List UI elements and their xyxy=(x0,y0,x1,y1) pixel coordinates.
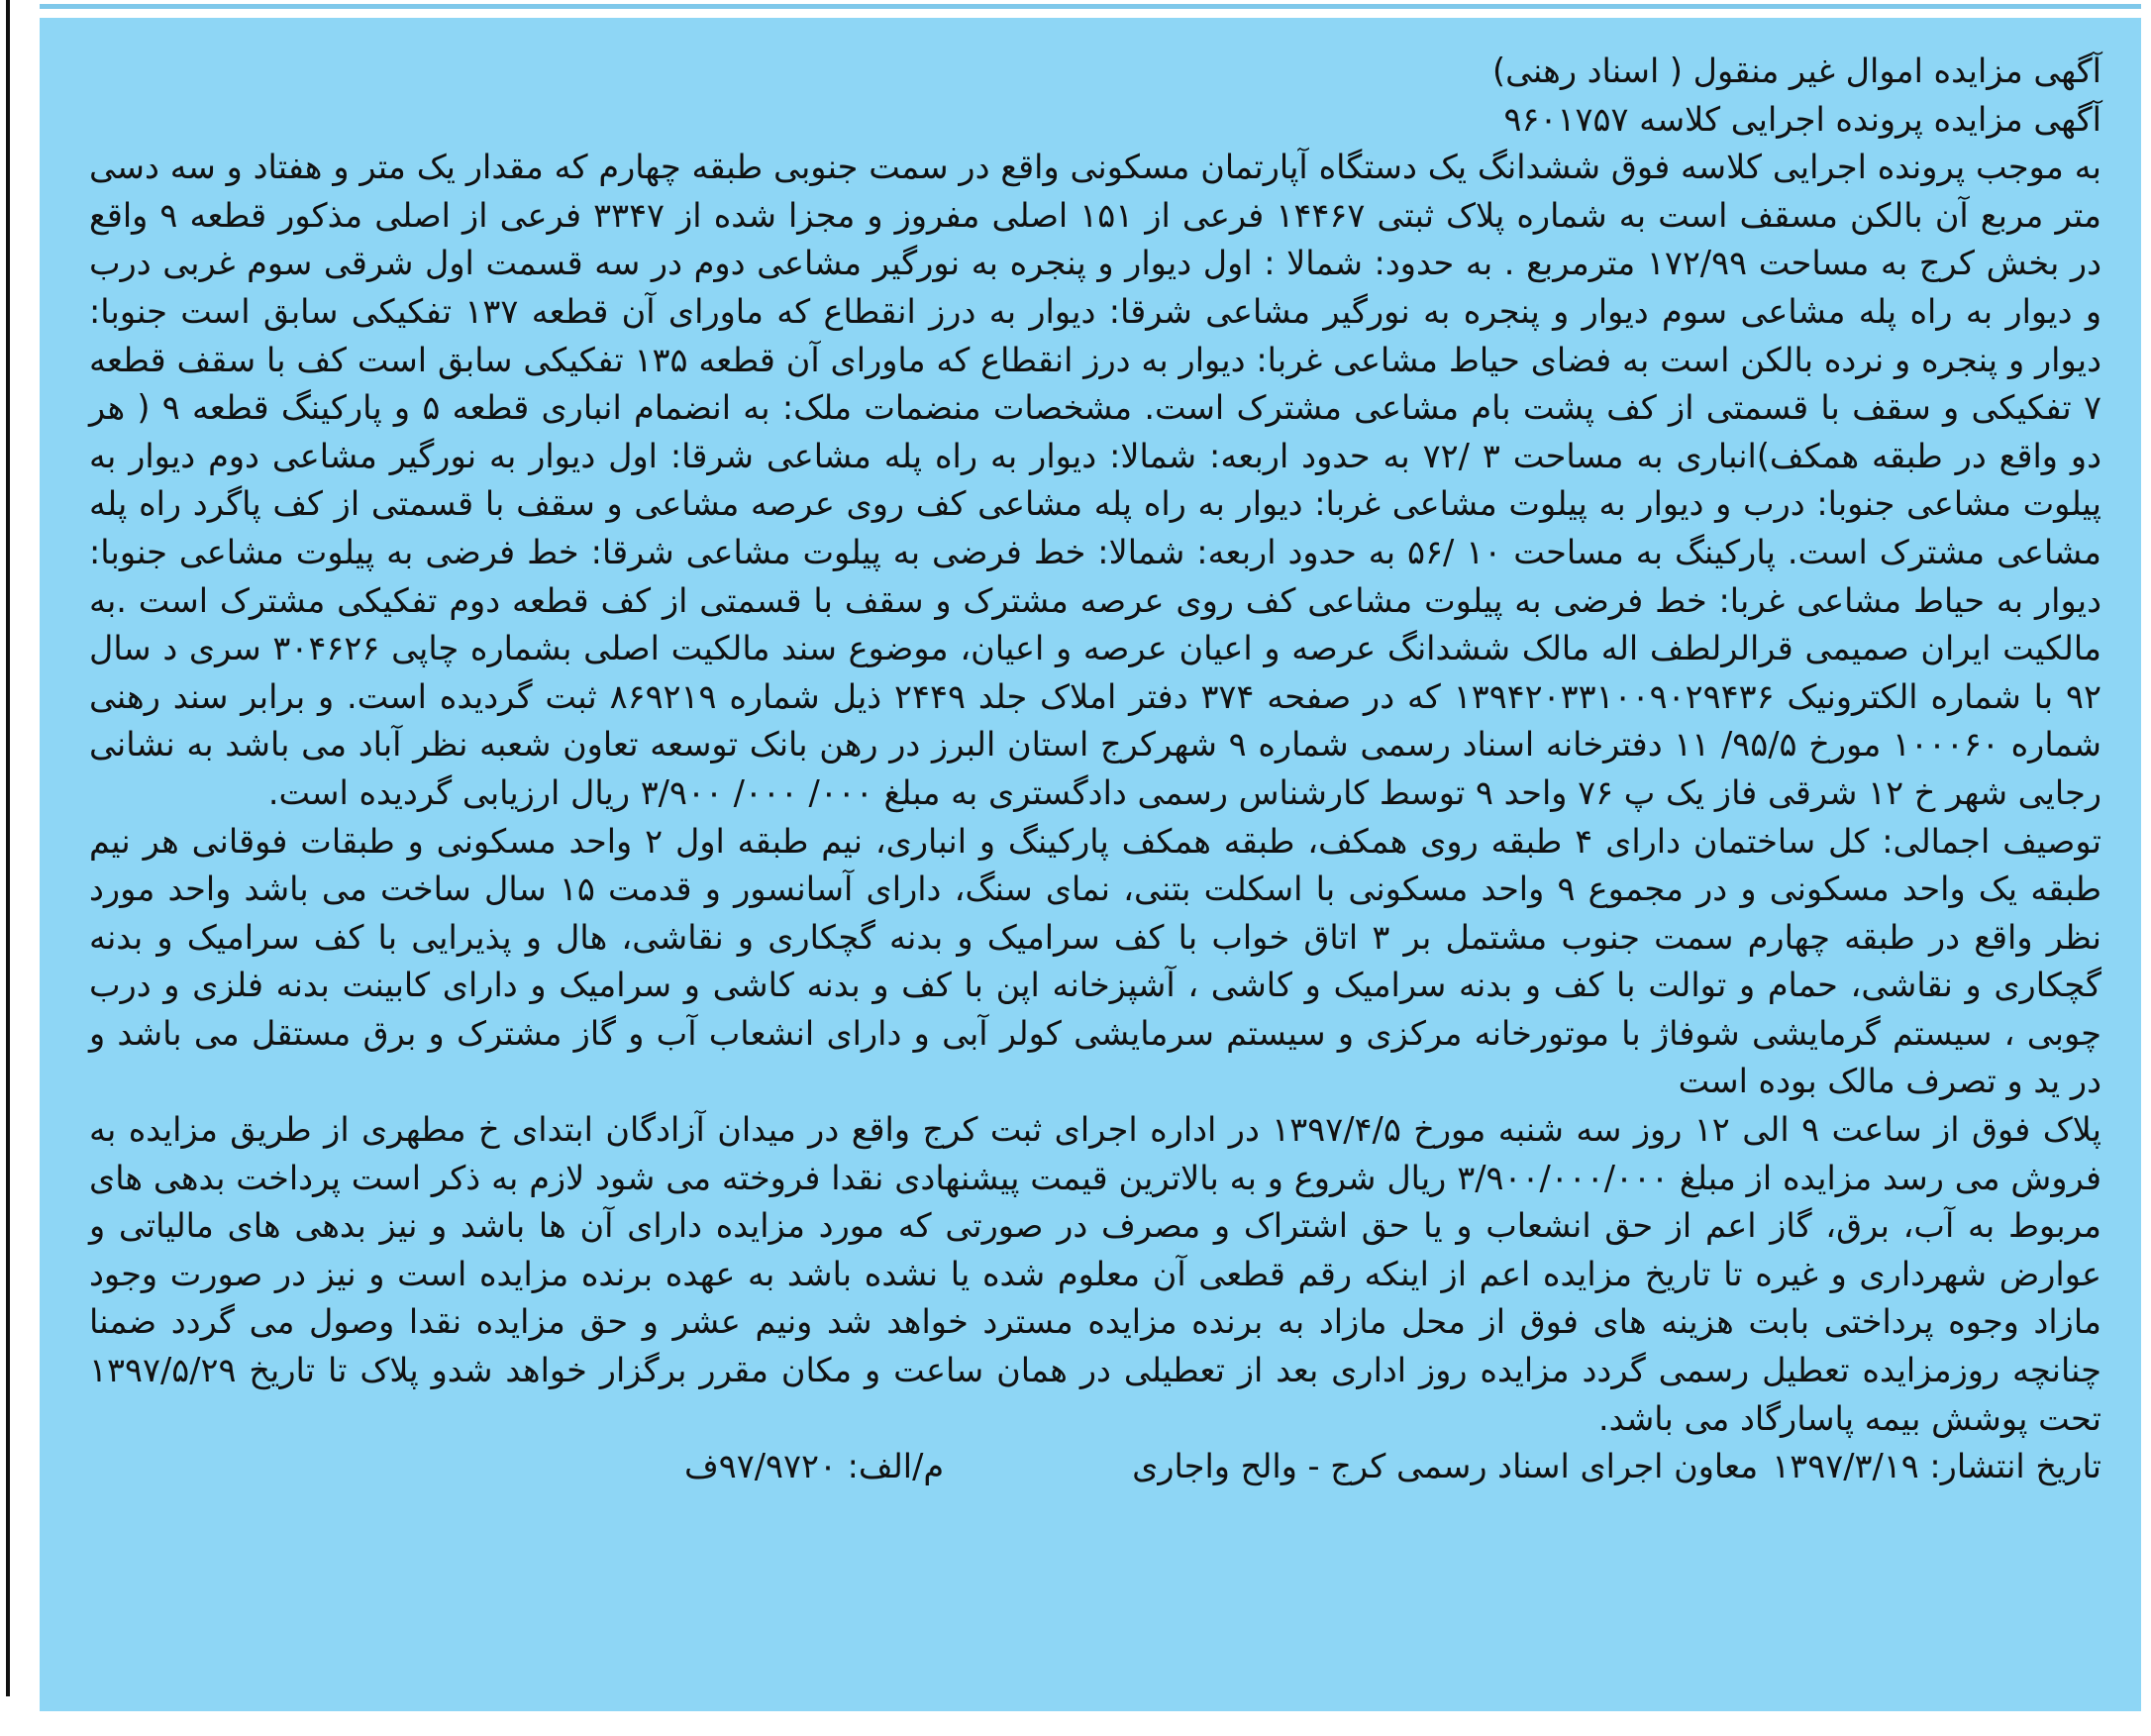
description-paragraph: توصیف اجمالی: کل ساختمان دارای ۴ طبقه روی همکف، طبقه همکف پارکینگ و انباری، نیم طبقه اول ۲ واحد مسکونی و طبقات فوقانی هر نیم طبقه یک واحد مسکونی و در مجموع ۹ واحد مسکونی با اسکلت بتنی، نمای سنگ، دارای آسانسور و قدمت ۱۵ سال ساخت می باشد واحد مورد نظر واقع در طبقه چهارم سمت جنوب مشتمل بر ۳ اتاق خواب با کف سرامیک و بدنه گچکاری و نقاشی، هال و پذیرایی با کف سرامیک و بدنه گچکاری و نقاشی، حمام و توالت با کف و بدنه سرامیک و کاشی ، آشپزخانه اپن با کف و بدنه کاشی و سرامیک و دارای کابینت بدنه فلزی و درب چوبی ، سیستم گرمایشی شوفاژ با موتورخانه مرکزی و سیستم سرمایشی کولر آبی و دارای انشعاب آب و گاز مشترک و برق مستقل می باشد و در ید و تصرف مالک بوده است xyxy=(89,821,2101,1101)
top-border-rule xyxy=(40,4,2141,9)
left-border-rule xyxy=(6,0,10,1696)
notice-footer xyxy=(89,1443,2101,1491)
notice-subtitle: آگهی مزایده پرونده اجرایی کلاسه ۹۶۰۱۷۵۷ xyxy=(1503,99,2101,139)
notice-title: آگهی مزایده اموال غیر منقول ( اسناد رهنی) xyxy=(1492,51,2101,90)
auction-notice-box xyxy=(40,18,2141,1711)
property-paragraph: به موجب پرونده اجرایی کلاسه فوق ششدانگ یک دستگاه آپارتمان مسکونی واقع در سمت جنوبی طبقه چهارم که مقدار یک متر و هفتاد و سه دسی متر مربع آن بالکن مسقف است به شماره پلاک ثبتی ۱۴۴۶۷ فرعی از ۱۵۱ اصلی مفروز و مجزا شده از ۳۳۴۷ فرعی از اصلی مذکور قطعه ۹ واقع در بخش کرج به مساحت ۱۷۲/۹۹ مترمربع . به حدود: شمالا : اول دیوار و پنجره به نورگیر مشاعی دوم در سه قسمت اول شرقی سوم غربی درب و دیوار به راه پله مشاعی سوم دیوار و پنجره به نورگیر مشاعی شرقا: دیوار به درز انقطاع که ماورای آن قطعه ۱۳۷ تفکیکی سابق است جنوبا: دیوار و پنجره و نرده بالکن است به فضای حیاط مشاعی غربا: دیوار به درز انقطاع که ماورای آن قطعه ۱۳۵ تفکیکی سابق است کف با سقف قطعه ۷ تفکیکی و سقف با قسمتی از کف پشت بام مشاعی مشترک است. مشخصات منضمات ملک: به انضمام انباری قطعه ۵ و پارکینگ قطعه ۹ ( هر دو واقع در طبقه همکف)انباری به مساحت ۳ /۷۲ به حدود اربعه: شمالا: دیوار به راه پله مشاعی شرقا: اول دیوار به نورگیر مشاعی دوم دیوار به پیلوت مشاعی جنوبا: درب و دیوار به پیلوت مشاعی غربا: دیوار به راه پله مشاعی کف روی عرصه مشاعی و سقف با قسمتی از کف پاگرد راه پله مشاعی مشترک است. پارکینگ به مساحت ۱۰ /۵۶ به حدود اربعه: شمالا: خط فرضی به پیلوت مشاعی شرقا: خط فرضی به پیلوت مشاعی جنوبا: دیوار به حیاط مشاعی غربا: خط فرضی به پیلوت مشاعی کف روی عرصه مشترک و سقف با قسمتی از کف قطعه دوم تفکیکی مشترک است .به مالکیت ایران صمیمی قرالرلطف اله مالک ششدانگ عرصه و اعیان عرصه و اعیان، موضوع سند مالکیت اصلی بشماره چاپی ۳۰۴۶۲۶ سری د سال ۹۲ با شماره الکترونیک ۱۳۹۴۲۰۳۳۱۰۰۹۰۲۹۴۳۶ که در صفحه ۳۷۴ دفتر املاک جلد ۲۴۴۹ ذیل شماره ۸۶۹۲۱۹ ثبت گردیده است. و برابر سند رهنی شماره ۱۰۰۰۶۰ مورخ ۹۵/۵/ ۱۱ دفترخانه اسناد رسمی شماره ۹ شهرکرج استان البرز در رهن بانک توسعه تعاون شعبه نظر آباد می باشد به نشانی رجایی شهر خ ۱۲ شرقی فاز یک پ ۷۶ واحد ۹ توسط کارشناس رسمی دادگستری به مبلغ ۰۰۰/ ۰۰۰/ ۳/۹۰۰ ریال ارزیابی گردیده است. xyxy=(89,148,2102,812)
reference-number: م/الف: ۹۷/۹۷۲۰ف xyxy=(684,1447,945,1486)
notice-text xyxy=(89,48,2101,1443)
auction-terms-paragraph: پلاک فوق از ساعت ۹ الی ۱۲ روز سه شنبه مورخ ۱۳۹۷/۴/۵ در اداره اجرای ثبت کرج واقع در میدان آزادگان ابتدای خ مطهری از طریق مزایده به فروش می رسد مزایده از مبلغ ۳/۹۰۰/۰۰۰/۰۰۰ ریال شروع و به بالاترین قیمت پیشنهادی نقدا فروخته می شود لازم به ذکر است پرداخت بدهی های مربوط به آب، برق، گاز اعم از حق انشعاب و یا حق اشتراک و مصرف در صورتی که مورد مزایده دارای آن ها باشد و نیز بدهی های مالیاتی و عوارض شهرداری و غیره تا تاریخ مزایده اعم از اینکه رقم قطعی آن معلوم شده یا نشده باشد به عهده برنده مزایده است و نیز در صورت وجود مازاد وجوه پرداختی بابت هزینه های فوق از محل مازاد به برنده مزایده مسترد خواهد شد ونیم عشر و حق مزایده نقدا وصول می گردد ضمنا چنانچه روزمزایده تعطیل رسمی گردد مزایده روز اداری بعد از تعطیلی در همان ساعت و مکان مقرر برگزار خواهد شدو پلاک تا تاریخ ۱۳۹۷/۵/۲۹ تحت پوشش بیمه پاسارگاد می باشد. xyxy=(89,1110,2101,1438)
publication-date: تاریخ انتشار: ۱۳۹۷/۳/۱۹ xyxy=(1772,1447,2101,1486)
signatory: معاون اجرای اسناد رسمی کرج - والح واجاری xyxy=(1132,1447,1759,1486)
